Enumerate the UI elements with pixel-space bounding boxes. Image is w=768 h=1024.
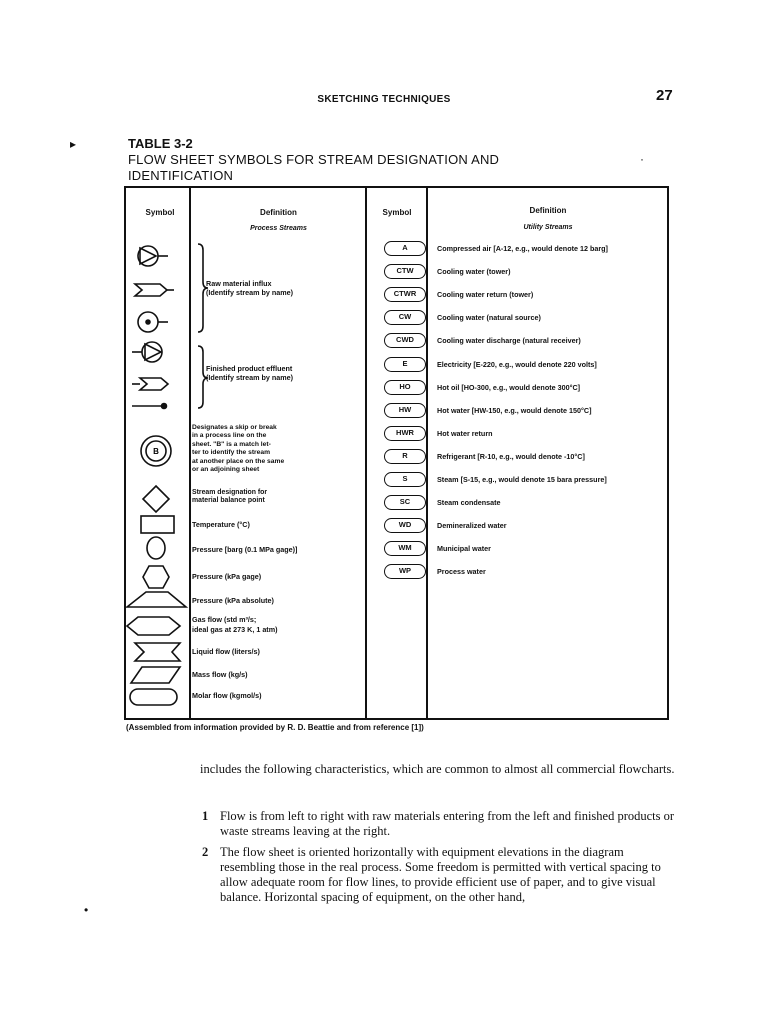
notched-rectangle-icon [135, 643, 180, 661]
table-label: TABLE 3-2 [128, 136, 193, 151]
col-header-definition-right: Definition [529, 206, 567, 215]
process-streams-heading: Process Streams [250, 225, 307, 232]
col-header-symbol-right: Symbol [382, 208, 412, 217]
utility-definition-wm: Municipal water [437, 544, 491, 553]
body-paragraph: includes the following characteristics, which are common to almost all commercial flowcharts. [200, 762, 675, 776]
table-divider-2 [365, 188, 367, 718]
utility-definition-hwr: Hot water return [437, 429, 493, 438]
utility-symbol-r: R [384, 449, 426, 464]
finished-product-line-dot-icon [132, 404, 167, 409]
utility-symbol-ctw: CTW [384, 264, 426, 279]
raw-material-circle-arrow-icon [138, 246, 168, 266]
list-item-number: 1 [202, 809, 209, 823]
def-pressure-kpa-gage: Pressure (kPa gage) [192, 572, 262, 581]
utility-symbol-ctwr: CTWR [384, 287, 426, 302]
def-pressure-kpa-absolute: Pressure (kPa absolute) [192, 596, 274, 605]
utility-symbol-wd: WD [384, 518, 426, 533]
list-item-text: Flow is from left to right with raw materials entering from the left and finished products or waste streams leaving at the right. [220, 809, 675, 838]
list-item-number: 2 [202, 845, 209, 859]
utility-definition-s: Steam [S-15, e.g., would denote 15 bara pressure] [437, 475, 607, 484]
margin-mark-bottom: • [84, 903, 89, 917]
list-item-text: The flow sheet is oriented horizontally with equipment elevations in the diagram resembling those in the real process. Some freedom is permitted with vertical spacing to allow adequate room for flow lines, to provide efficient use of paper, and to give visual balance. Horizontal spacing of equipment, on the other hand, [220, 845, 661, 904]
utility-symbol-wp: WP [384, 564, 426, 579]
col-header-symbol-left: Symbol [145, 208, 175, 217]
raw-material-crosshair-icon [138, 312, 168, 332]
running-header: SKETCHING TECHNIQUES [317, 94, 451, 105]
utility-symbol-cw: CW [384, 310, 426, 325]
utility-symbol-hwr: HWR [384, 426, 426, 441]
table-divider-3 [426, 188, 428, 718]
utility-definition-cw: Cooling water (natural source) [437, 313, 541, 322]
utility-symbol-sc: SC [384, 495, 426, 510]
utility-definition-wp: Process water [437, 567, 486, 576]
utility-symbol-s: S [384, 472, 426, 487]
utility-symbol-ho: HO [384, 380, 426, 395]
def-pressure-barg: Pressure [barg (0.1 MPa gage)] [192, 545, 298, 554]
finished-product-arrow-icon [132, 378, 168, 390]
def-temperature: Temperature (°C) [192, 520, 250, 529]
page-number: 27 [656, 87, 673, 104]
skip-match-letter: B [153, 447, 159, 456]
def-liquid-flow: Liquid flow (liters/s) [192, 647, 260, 656]
utility-symbol-hw: HW [384, 403, 426, 418]
margin-dot: · [640, 152, 644, 166]
table-title: FLOW SHEET SYMBOLS FOR STREAM DESIGNATION AND IDENTIFICATION [128, 152, 500, 183]
def-stream-designation: Stream designation for material balance point [192, 489, 268, 505]
hexagon-icon [143, 566, 169, 588]
col-header-definition-left: Definition [260, 208, 297, 217]
raw-material-arrow-icon [135, 284, 174, 296]
margin-mark-top: ▸ [70, 137, 77, 151]
utility-symbol-wm: WM [384, 541, 426, 556]
utility-symbol-e: E [384, 357, 426, 372]
utility-definition-ctwr: Cooling water return (tower) [437, 290, 534, 299]
def-molar-flow: Molar flow (kgmol/s) [192, 691, 262, 700]
elongated-hexagon-icon [127, 617, 180, 635]
rectangle-icon [141, 516, 174, 533]
utility-definition-hw: Hot water [HW-150, e.g., would denote 150°C] [437, 406, 592, 415]
def-mass-flow: Mass flow (kg/s) [192, 670, 248, 679]
def-raw-material: Raw material influx (Identify stream by name) [206, 279, 294, 297]
utility-definition-wd: Demineralized water [437, 521, 507, 530]
utility-definition-e: Electricity [E-220, e.g., would denote 220 volts] [437, 360, 597, 369]
utility-streams-heading: Utility Streams [523, 224, 573, 231]
finished-product-circle-arrow-icon [132, 342, 162, 362]
rounded-rectangle-icon [130, 689, 177, 705]
utility-definition-ctw: Cooling water (tower) [437, 267, 511, 276]
utility-definition-ho: Hot oil [HO-300, e.g., would denote 300°C] [437, 383, 581, 392]
utility-definition-cwd: Cooling water discharge (natural receiver) [437, 336, 581, 345]
oval-icon [147, 537, 165, 559]
utility-definition-r: Refrigerant [R-10, e.g., would denote -10°C] [437, 452, 585, 461]
def-finished-product: Finished product effluent (Identify stream by name) [206, 364, 294, 382]
utility-definition-sc: Steam condensate [437, 498, 501, 507]
def-gas-flow: Gas flow (std m³/s; ideal gas at 273 K, 1 atm) [192, 615, 278, 634]
diamond-icon [143, 486, 169, 512]
parallelogram-icon [131, 667, 180, 683]
utility-definition-a: Compressed air [A-12, e.g., would denote 12 barg] [437, 244, 608, 253]
def-skip-break: Designates a skip or break in a process line on the sheet. "B" is a match let- ter to identify the stream at another place on the same or an adjoining sheet [192, 424, 285, 474]
utility-symbol-a: A [384, 241, 426, 256]
table-footnote: (Assembled from information provided by R. D. Beattie and from reference [1]) [126, 723, 424, 732]
trapezoid-icon [127, 592, 186, 607]
utility-symbol-cwd: CWD [384, 333, 426, 348]
